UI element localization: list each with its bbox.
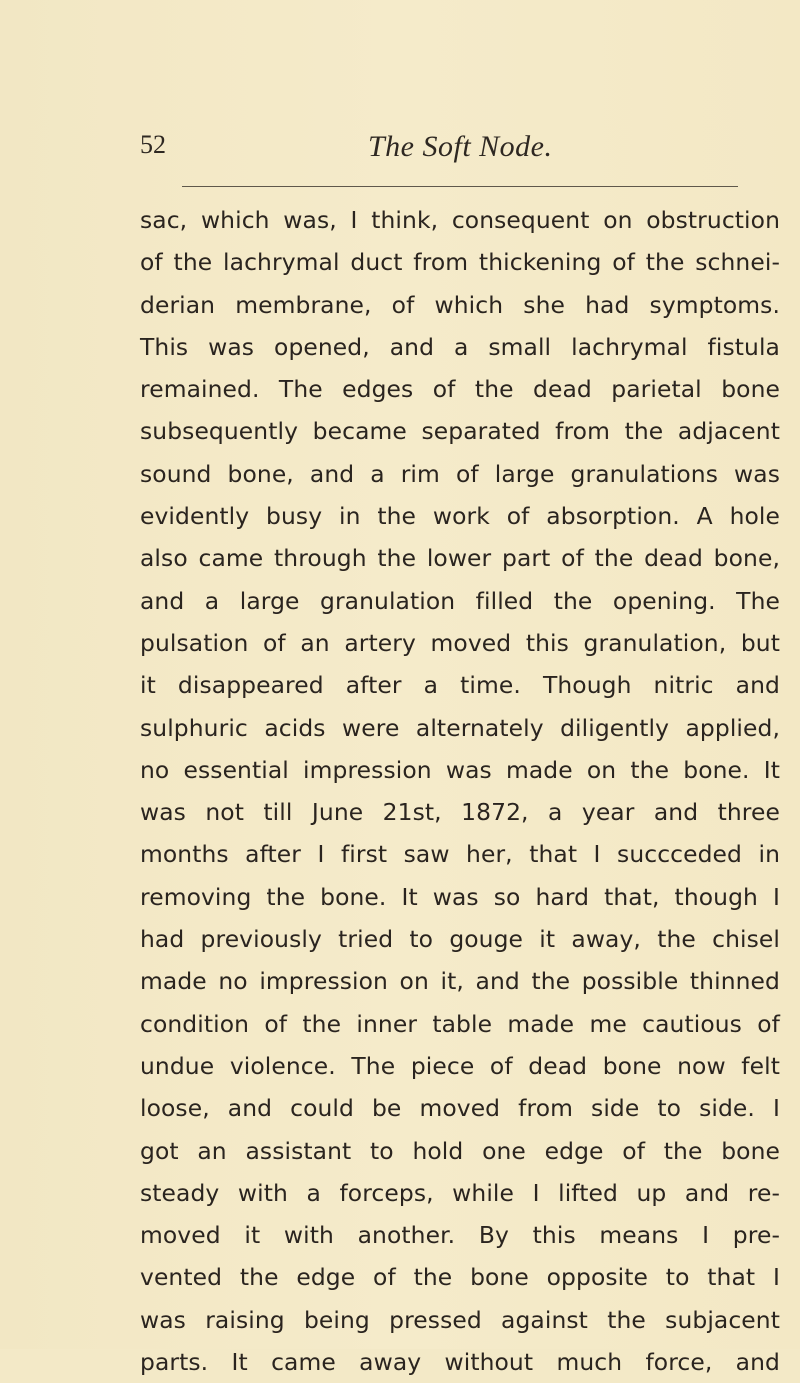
text-line: vented the edge of the bone opposite to that I [140,1263,780,1292]
text-line: sound bone, and a rim of large granulations was [140,459,780,488]
page-number: 52 [140,130,166,159]
text-line: sulphuric acids were alternately diligently applied, [140,713,780,742]
text-line: also came through the lower part of the dead bone, [140,544,780,573]
text-line: condition of the inner table made me cautious of [140,1009,780,1038]
text-line: made no impression on it, and the possible thinned [140,967,780,996]
text-line: had previously tried to gouge it away, the chisel [140,925,780,954]
text-line: loose, and could be moved from side to side. I [140,1094,780,1123]
text-line: steady with a forceps, while I lifted up and re- [140,1178,780,1207]
text-line: remained. The edges of the dead parietal bone [140,375,780,404]
text-line: sac, which was, I think, consequent on obstruction [140,206,780,234]
text-line: was raising being pressed against the subjacent [140,1305,780,1334]
text-line: no essential impression was made on the bone. It [140,755,780,784]
text-line: undue violence. The piece of dead bone now felt [140,1051,780,1080]
page-header [140,130,800,170]
running-title: The Soft Node. [368,130,553,163]
text-line: subsequently became separated from the adjacent [140,417,780,446]
header-rule [182,186,738,187]
text-line: removing the bone. It was so hard that, though I [140,882,780,911]
text-line: and a large granulation filled the opening. The [140,586,780,615]
text-line: it disappeared after a time. Though nitric and [140,671,780,700]
text-line: parts. It came away without much force, and [140,1348,780,1377]
text-line: This was opened, and a small lachrymal fistula [140,332,780,361]
text-line: pulsation of an artery moved this granulation, but [140,628,780,657]
text-line: got an assistant to hold one edge of the bone [140,1136,780,1165]
text-line: months after I first saw her, that I succceded in [140,840,780,869]
text-line: derian membrane, of which she had symptoms. [140,290,780,319]
text-line: of the lachrymal duct from thickening of the schnei- [140,248,780,277]
text-line: was not till June 21st, 1872, a year and three [140,798,780,827]
text-line: evidently busy in the work of absorption. A hole [140,502,780,531]
text-line: moved it with another. By this means I pre- [140,1221,780,1250]
body-text [140,199,780,1383]
